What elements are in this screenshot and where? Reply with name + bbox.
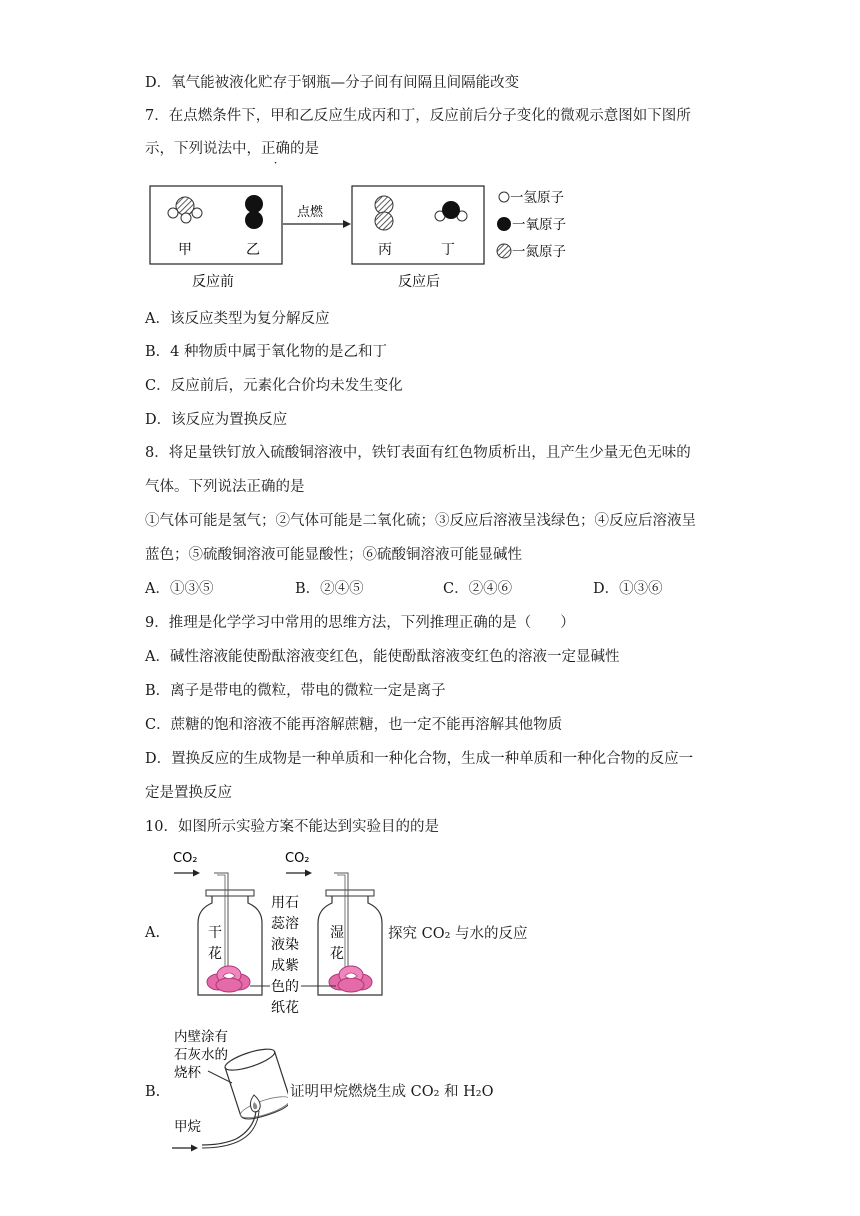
q6-option-d: D．氧气能被液化贮存于钢瓶—分子间有间隔且间隔能改变 <box>145 75 520 91</box>
q7-stem-line1: 7．在点燃条件下，甲和乙反应生成丙和丁，反应前后分子变化的微观示意图如下图所 <box>145 108 691 124</box>
middle-label-2: 蕊溶 <box>271 916 299 932</box>
gas-tube <box>202 1111 256 1145</box>
litmus-flower-label <box>271 895 299 1016</box>
q7-stem-part-a: 示，下列说法中， <box>145 141 261 157</box>
q7-molecule-diagram <box>140 178 600 296</box>
q10-option-a-label[interactable]: A. <box>145 925 161 941</box>
q9-stem: 9．推理是化学学习中常用的思维方法，下列推理正确的是（ ） <box>145 615 575 631</box>
flame-icon <box>250 1095 260 1112</box>
methane-inflow-arrow <box>172 1145 198 1152</box>
q7-stem-part-c: 的是 <box>290 141 319 157</box>
dry-flower-icon <box>207 966 250 992</box>
co2-label-right: CO₂ <box>285 851 310 866</box>
q8-option-c[interactable]: C．②④⑥ <box>443 581 513 597</box>
arrow-label-ignite: 点燃 <box>297 205 324 220</box>
reaction-arrow <box>283 220 351 228</box>
q7-option-d[interactable]: D．该反应为置换反应 <box>145 412 288 428</box>
middle-label-4: 成紫 <box>271 958 299 974</box>
q10-option-a-text: 探究 CO₂ 与水的反应 <box>388 926 528 942</box>
wet-flower-label-1: 湿 <box>330 925 344 941</box>
middle-label-3: 液染 <box>271 937 299 953</box>
gas-inflow-arrow-right <box>286 870 312 877</box>
legend-nitrogen: 一氮原子 <box>512 244 566 260</box>
q9-option-b[interactable]: B．离子是带电的微粒，带电的微粒一定是离子 <box>145 683 446 699</box>
ammonia-molecule <box>168 197 202 223</box>
q7-emphasis-correct: 正确 <box>261 141 290 157</box>
q8-option-a[interactable]: A．①③⑤ <box>145 581 214 597</box>
beaker-label-2: 石灰水的 <box>174 1047 228 1063</box>
q10-option-b-text: 证明甲烷燃烧生成 CO₂ 和 H₂O <box>290 1084 494 1100</box>
oxygen-molecule <box>245 195 263 229</box>
middle-label-5: 色的 <box>271 979 299 995</box>
q9-option-d-line2[interactable]: 定是置换反应 <box>145 785 232 801</box>
label-ding: 丁 <box>441 242 455 258</box>
label-bing: 丙 <box>378 242 392 258</box>
q7-option-a[interactable]: A．该反应类型为复分解反应 <box>145 311 330 327</box>
wet-flower-label-2: 花 <box>330 946 344 962</box>
caption-before: 反应前 <box>192 274 234 290</box>
methane-combustion-figure <box>168 1025 288 1155</box>
q7-option-b[interactable]: B．4 种物质中属于氧化物的是乙和丁 <box>145 344 387 360</box>
label-yi: 乙 <box>246 242 260 258</box>
methane-label: 甲烷 <box>174 1119 201 1135</box>
q8-stem-line2: 气体。下列说法正确的是 <box>145 479 305 495</box>
q8-option-b[interactable]: B．②④⑤ <box>295 581 364 597</box>
q10-option-b-label[interactable]: B. <box>145 1084 161 1100</box>
middle-label-1: 用石 <box>271 895 299 911</box>
legend-oxygen: 一氧原子 <box>512 217 566 233</box>
legend <box>497 190 566 260</box>
q9-option-c[interactable]: C．蔗糖的饱和溶液不能再溶解蔗糖，也一定不能再溶解其他物质 <box>145 717 563 733</box>
dry-flower-label-1: 干 <box>208 925 222 941</box>
q7-option-c[interactable]: C．反应前后，元素化合价均未发生变化 <box>145 378 403 394</box>
dry-flower-label-2: 花 <box>208 946 222 962</box>
before-reaction-box <box>150 186 282 264</box>
after-reaction-box <box>352 186 484 264</box>
co2-label-left: CO₂ <box>173 851 198 866</box>
q8-statements-line1: ①气体可能是氢气；②气体可能是二氧化硫；③反应后溶液呈浅绿色；④反应后溶液呈 <box>145 513 696 529</box>
middle-label-6: 纸花 <box>271 1000 299 1016</box>
water-molecule <box>435 201 467 221</box>
caption-after: 反应后 <box>398 274 440 290</box>
q7-stem-line2 <box>145 139 319 159</box>
nitrogen-molecule <box>375 196 393 230</box>
q9-option-a[interactable]: A．碱性溶液能使酚酞溶液变红色，能使酚酞溶液变红色的溶液一定显碱性 <box>145 649 620 665</box>
gas-inflow-arrow-left <box>174 870 200 877</box>
q9-option-d-line1[interactable]: D．置换反应的生成物是一种单质和一种化合物，生成一种单质和一种化合物的反应一 <box>145 751 694 767</box>
q8-option-d[interactable]: D．①③⑥ <box>593 581 663 597</box>
q8-stem-line1: 8．将足量铁钉放入硫酸铜溶液中，铁钉表面有红色物质析出，且产生少量无色无味的 <box>145 445 691 461</box>
q10-stem: 10．如图所示实验方案不能达到实验目的的是 <box>145 819 439 835</box>
label-jia: 甲 <box>178 242 192 258</box>
beaker-label-3: 烧杯 <box>174 1065 201 1081</box>
q8-statements-line2: 蓝色；⑤硫酸铜溶液可能显酸性；⑥硫酸铜溶液可能显碱性 <box>145 547 522 563</box>
legend-hydrogen: 一氢原子 <box>510 190 564 206</box>
beaker-label-1: 内壁涂有 <box>174 1029 228 1045</box>
wet-flower-icon <box>329 966 372 992</box>
co2-flower-experiment-figure <box>168 845 388 1020</box>
